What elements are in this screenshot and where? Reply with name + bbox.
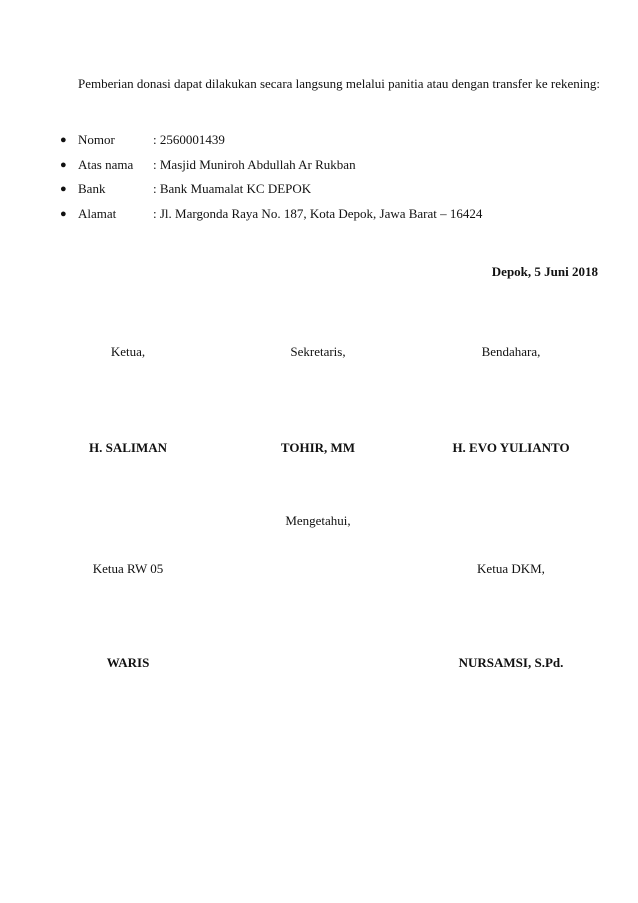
account-name-label: Atas nama [78, 156, 134, 172]
bullet-icon: ● [60, 207, 67, 220]
bendahara-role: Bendahara, [481, 344, 541, 359]
ketua-dkm-role: Ketua DKM, [477, 561, 545, 576]
mengetahui-label: Mengetahui, [285, 513, 351, 528]
account-number-value: : 2560001439 [153, 132, 225, 147]
bendahara-name: H. EVO YULIANTO [452, 440, 570, 455]
bank-value: : Bank Muamalat KC DEPOK [153, 181, 312, 196]
sekretaris-name: TOHIR, MM [280, 440, 356, 455]
bullet-icon: ● [60, 134, 67, 146]
address-label: Alamat [78, 205, 117, 221]
address-value: : Jl. Margonda Raya No. 187, Kota Depok, Jawa Barat – 16424 [153, 205, 483, 221]
account-number-label: Nomor [78, 132, 115, 147]
bullet-icon: ● [60, 183, 67, 195]
bank-label: Bank [78, 181, 106, 196]
intro-paragraph: Pemberian donasi dapat dilakukan secara langsung melalui panitia atau dengan transfer ke rekening: [78, 76, 600, 91]
ketua-role: Ketua, [110, 344, 146, 359]
bullet-icon: ● [60, 158, 67, 171]
ketua-name: H. SALIMAN [88, 440, 167, 455]
ketua-dkm-name: NURSAMSI, S.Pd. [458, 655, 564, 670]
sekretaris-role: Sekretaris, [290, 344, 346, 359]
ketua-rw-role: Ketua RW 05 [92, 561, 164, 576]
ketua-rw-name: WARIS [106, 655, 150, 670]
account-name-value: : Masjid Muniroh Abdullah Ar Rukban [153, 156, 356, 172]
document-date: Depok, 5 Juni 2018 [491, 264, 598, 279]
